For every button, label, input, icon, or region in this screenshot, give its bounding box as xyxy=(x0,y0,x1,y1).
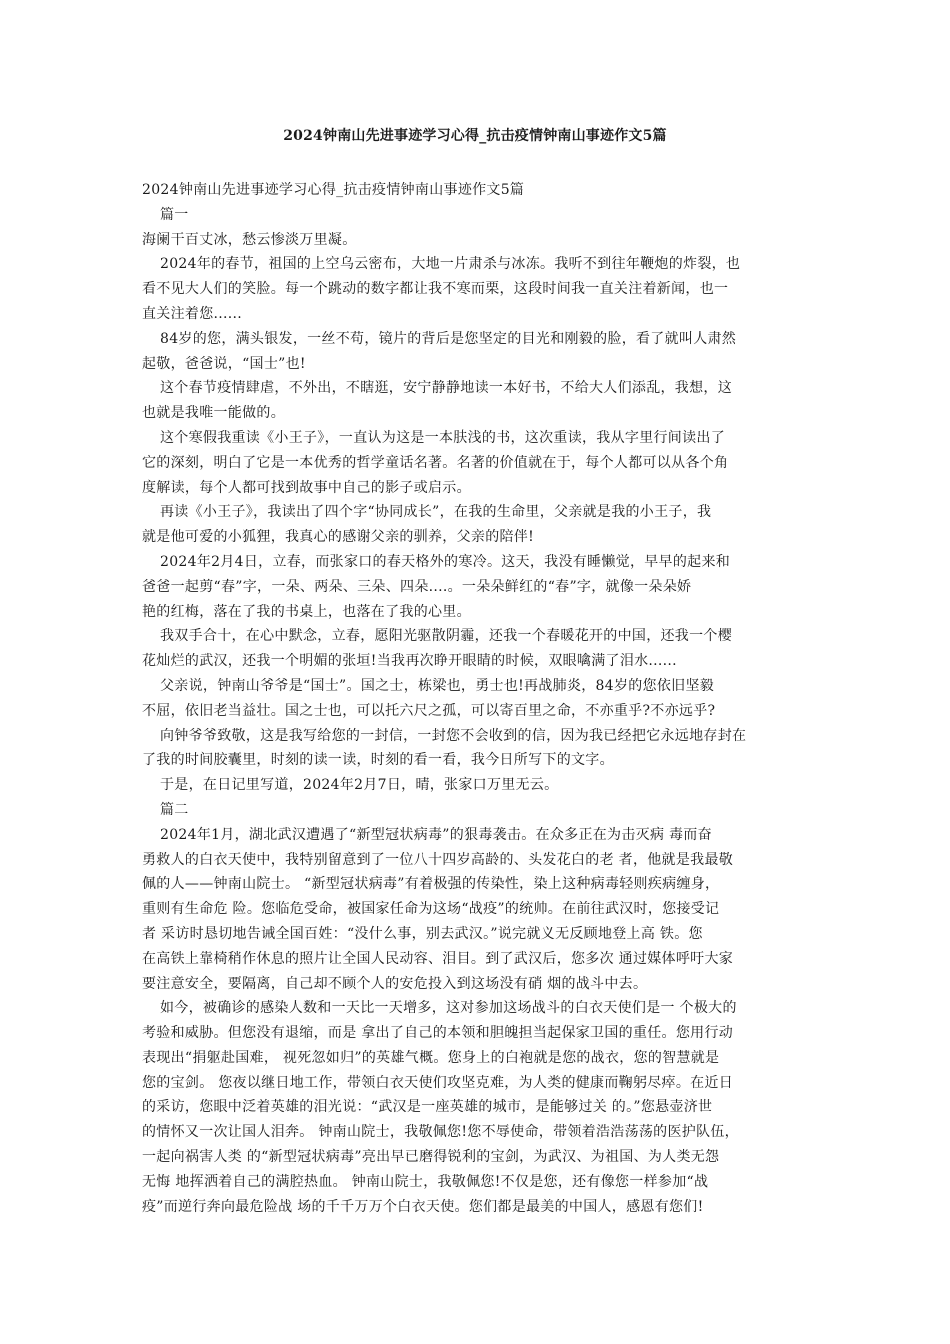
text-line: 度解读，每个人都可找到故事中自己的影子或启示。 xyxy=(142,479,471,496)
text-line: 父亲说，钟南山爷爷是“国士”。国之士，栋梁也，勇士也!再战肺炎，84岁的您依旧坚毅 xyxy=(160,677,715,694)
text-line: 不屈，依旧老当益壮。国之士也，可以托六尺之孤，可以寄百里之命，不亦重乎?不亦远乎? xyxy=(142,702,716,719)
page-title: 2024钟南山先进事迹学习心得_抗击疫情钟南山事迹作文5篇 xyxy=(283,128,667,144)
text-line: 2024年1月，湖北武汉遭遇了“新型冠状病毒”的狠毒袭击。在众多正在为击灭病 毒而奋 xyxy=(160,826,712,843)
text-line: 的采访，您眼中泛着英雄的泪光说：“武汉是一座英雄的城市，是能够过关 的。”您悬壶济世 xyxy=(142,1099,713,1116)
text-line: 了我的时间胶囊里，时刻的读一读，时刻的看一看，我今日所写下的文字。 xyxy=(142,752,614,769)
text-line: 一起向祸害人类 的“新型冠状病毒”亮出早已磨得锐利的宝剑，为武汉、为祖国、为人类无怨 xyxy=(142,1149,720,1166)
text-line: 重则有生命危 险。您临危受命，被国家任命为这场“战疫”的统帅。在前往武汉时，您接受记 xyxy=(142,901,720,918)
text-line: 疫”而逆行奔向最危险战 场的千千万万个白衣天使。您们都是最美的中国人，感恩有您们! xyxy=(142,1198,704,1215)
text-line: 2024年2月4日，立春，而张家口的春天格外的寒冷。这天，我没有睡懒觉，早早的起来和 xyxy=(160,553,731,570)
text-line: 这个寒假我重读《小王子》，一直认为这是一本肤浅的书，这次重读，我从字里行间读出了 xyxy=(160,429,725,446)
text-line: 佩的人——钟南山院士。 “新型冠状病毒”有着极强的传染性，染上这种病毒轻则疾病缠身， xyxy=(142,876,720,893)
text-line: 84岁的您，满头银发，一丝不苟，镜片的背后是您坚定的目光和刚毅的脸，看了就叫人肃然 xyxy=(160,330,737,347)
text-line: 者 采访时恳切地告诫全国百姓：“没什么事，别去武汉。”说完就义无反顾地登上高 铁。您 xyxy=(142,925,703,942)
text-line: 起敬，爸爸说，“国士”也! xyxy=(142,355,306,372)
document-body xyxy=(142,178,810,1219)
text-line: 考验和威胁。但您没有退缩，而是 拿出了自己的本领和胆魄担当起保家卫国的重任。您用行动 xyxy=(142,1025,734,1042)
text-line: 海阑干百丈冰，愁云惨淡万里凝。 xyxy=(142,231,357,248)
text-line: 您的宝剑。 您夜以继日地工作，带领白衣天使们攻坚克难，为人类的健康而鞠躬尽瘁。在近日 xyxy=(142,1074,734,1091)
text-line: 就是他可爱的小狐狸，我真心的感谢父亲的驯养，父亲的陪伴! xyxy=(142,529,535,546)
text-line: 要注意安全，要隔离，自己却不顾个人的安危投入到这场没有硝 烟的战斗中去。 xyxy=(142,975,648,992)
text-line: 艳的红梅，落在了我的书桌上，也落在了我的心里。 xyxy=(142,603,471,620)
text-line: 直关注着您...... xyxy=(142,305,243,322)
text-line: 篇一 xyxy=(160,206,189,223)
text-line: 无悔 地挥洒着自己的满腔热血。 钟南山院士，我敬佩您!不仅是您，还有像您一样参加“战 xyxy=(142,1173,709,1190)
text-line: 花灿烂的武汉，还我一个明媚的张垣!当我再次睁开眼睛的时候，双眼噙满了泪水...... xyxy=(142,653,677,670)
text-line: 也就是我唯一能做的。 xyxy=(142,405,285,422)
text-line: 表现出“捐躯赴国难， 视死忽如归”的英雄气概。您身上的白袍就是您的战衣，您的智慧就是 xyxy=(142,1049,720,1066)
text-line: 这个春节疫情肆虐，不外出，不瞎逛，安宁静静地读一本好书，不给大人们添乱，我想，这 xyxy=(160,380,732,397)
text-line: 2024年的春节，祖国的上空乌云密布，大地一片肃杀与冰冻。我听不到往年鞭炮的炸裂，也 xyxy=(160,256,741,273)
text-line: 的情怀又一次让国人泪奔。 钟南山院士，我敬佩您!您不辱使命，带领着浩浩荡荡的医护队伍， xyxy=(142,1124,739,1141)
text-line: 我双手合十，在心中默念，立春，愿阳光驱散阴霾，还我一个春暖花开的中国，还我一个樱 xyxy=(160,628,732,645)
text-line: 它的深刻，明白了它是一本优秀的哲学童话名著。名著的价值就在于，每个人都可以从各个角 xyxy=(142,454,729,471)
text-line: 如今，被确诊的感染人数和一天比一天增多，这对参加这场战斗的白衣天使们是一 个极大的 xyxy=(160,1000,737,1017)
text-line: 再读《小王子》，我读出了四个字“协同成长”，在我的生命里，父亲就是我的小王子，我 xyxy=(160,504,712,521)
text-line: 篇二 xyxy=(160,801,189,818)
text-line: 于是，在日记里写道，2024年2月7日，晴，张家口万里无云。 xyxy=(160,777,559,794)
text-line: 勇救人的白衣天使中，我特别留意到了一位八十四岁高龄的、头发花白的老 者，他就是我最敬 xyxy=(142,851,734,868)
text-line: 爸爸一起剪“春”字，一朵、两朵、三朵、四朵....。一朵朵鲜红的“春”字，就像一朵朵娇 xyxy=(142,578,692,595)
text-line: 看不见大人们的笑脸。每一个跳动的数字都让我不寒而栗，这段时间我一直关注着新闻，也一 xyxy=(142,281,729,298)
text-line: 2024钟南山先进事迹学习心得_抗击疫情钟南山事迹作文5篇 xyxy=(142,182,525,198)
text-line: 在高铁上靠椅稍作休息的照片让全国人民动容、泪目。到了武汉后，您多次 通过媒体呼吁大家 xyxy=(142,950,734,967)
text-line: 向钟爷爷致敬，这是我写给您的一封信，一封您不会收到的信，因为我已经把它永远地存封在 xyxy=(160,727,747,744)
